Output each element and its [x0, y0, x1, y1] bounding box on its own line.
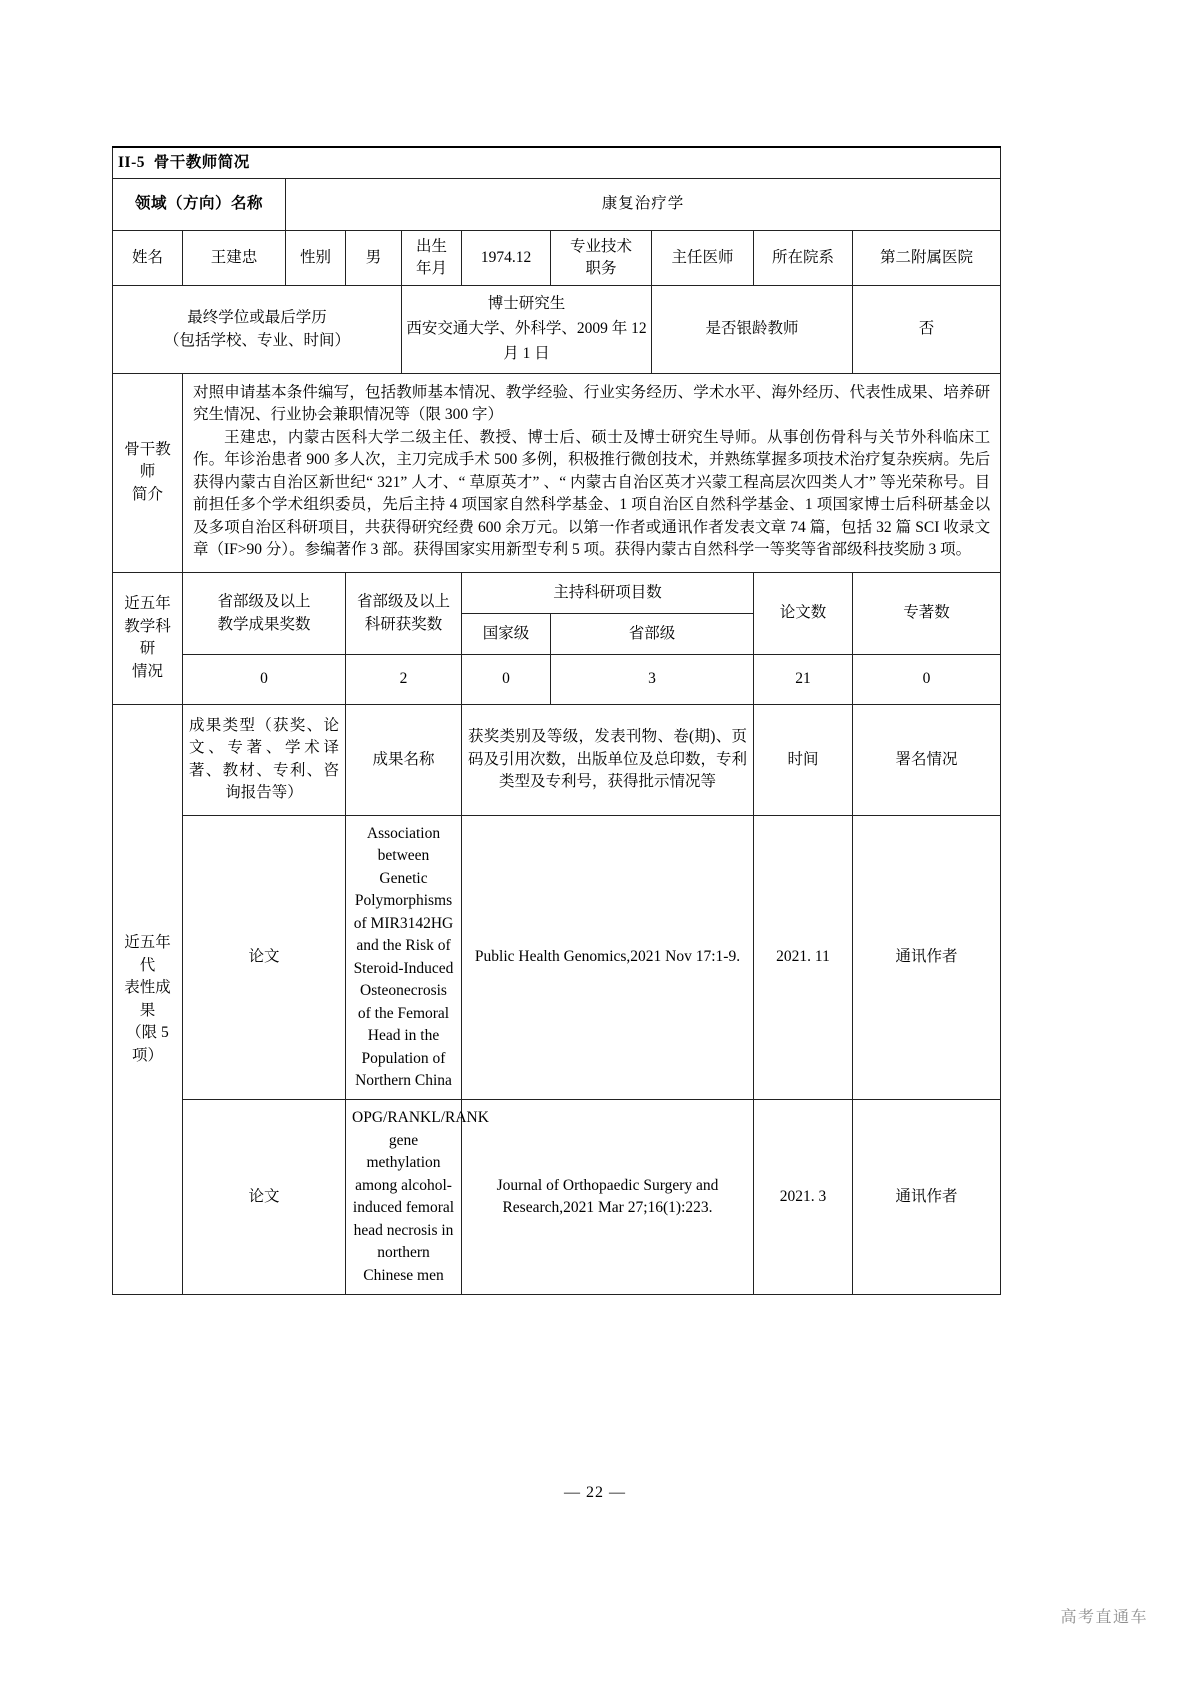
stats-label-line1: 近五年 — [124, 595, 171, 613]
section-title-row — [113, 147, 1001, 179]
degree-value-line3: 月 1 日 — [503, 345, 550, 362]
stats-values-row — [113, 655, 1001, 704]
stats-projects-provincial-header: 省部级 — [551, 614, 754, 655]
basic-info-row — [113, 230, 1001, 285]
field-direction-row — [113, 179, 1001, 230]
birth-label — [402, 230, 462, 285]
achievements-label-line2: 表性成果 — [124, 979, 171, 1019]
stats-label — [113, 572, 183, 704]
biography-body — [183, 373, 1001, 572]
achievements-label — [113, 704, 183, 1294]
achievements-label-line3: （限 5 项） — [126, 1024, 169, 1064]
biography-label-line1: 骨干教师 — [124, 440, 171, 481]
achievement-signature: 通讯作者 — [853, 815, 1001, 1100]
field-direction-label: 领域（方向）名称 — [113, 179, 286, 230]
stats-papers-value: 21 — [754, 655, 853, 704]
degree-row — [113, 286, 1001, 373]
degree-label-line2: （包括学校、专业、时间） — [163, 331, 350, 349]
achievement-type: 论文 — [183, 815, 346, 1100]
silver-teacher-label: 是否银龄教师 — [652, 286, 853, 373]
gender-value: 男 — [346, 230, 402, 285]
biography-label-line2: 简介 — [131, 485, 163, 503]
achievements-time-header: 时间 — [754, 704, 853, 815]
achievement-type: 论文 — [183, 1100, 346, 1295]
achievements-type-header: 成果类型（获奖、论文、专著、学术译著、教材、专利、咨询报告等） — [183, 704, 346, 815]
achievements-detail-header: 获奖类别及等级，发表刊物、卷(期)、页码及引用次数，出版单位及总印数，专利类型及专利号，获得批示情况等 — [462, 704, 754, 815]
watermark: 高考直通车 — [1060, 1609, 1148, 1626]
stats-research-award-value: 2 — [346, 655, 462, 704]
biography-instruction: 对照申请基本条件编写，包括教师基本情况、教学经验、行业实务经历、学术水平、海外经历、代表性成果、培养研究生情况、行业协会兼职情况等（限 300 字） — [193, 383, 991, 424]
section-number: II-5 — [118, 154, 145, 171]
stats-projects-group-header: 主持科研项目数 — [462, 572, 754, 613]
stats-header-row — [113, 572, 1001, 613]
achievement-name: Association between Genetic Polymorphisms of MIR3142HG and the Risk of Steroid-Induced Osteonecrosis of the Femoral Head in the Population of Northern China — [346, 815, 462, 1100]
stats-teaching-award-header — [183, 572, 346, 655]
achievements-label-line1: 近五年代 — [124, 934, 171, 974]
achievements-name-header: 成果名称 — [346, 704, 462, 815]
stats-projects-national-header: 国家级 — [462, 614, 551, 655]
degree-label — [113, 286, 402, 373]
gender-label: 性别 — [286, 230, 346, 285]
tech-title-label — [551, 230, 652, 285]
degree-value — [402, 286, 652, 373]
biography-row — [113, 373, 1001, 572]
achievement-detail: Public Health Genomics,2021 Nov 17:1-9. — [462, 815, 754, 1100]
name-label: 姓名 — [113, 230, 183, 285]
achievements-header-row — [113, 704, 1001, 815]
department-label: 所在院系 — [754, 230, 853, 285]
birth-value: 1974.12 — [462, 230, 551, 285]
stats-teaching-award-header-line1: 省部级及以上 — [217, 593, 311, 611]
silver-teacher-value: 否 — [853, 286, 1001, 373]
stats-label-line3: 情况 — [131, 662, 163, 680]
degree-value-line2: 西安交通大学、外科学、2009 年 12 — [406, 320, 647, 338]
tech-title-value: 主任医师 — [652, 230, 754, 285]
stats-projects-provincial-value: 3 — [551, 655, 754, 704]
name-value: 王建忠 — [183, 230, 286, 285]
tech-title-label-line1: 专业技术 — [569, 237, 632, 255]
section-title: 骨干教师简况 — [153, 154, 250, 171]
birth-label-line2: 年月 — [415, 260, 447, 278]
stats-research-award-header-line2: 科研获奖数 — [364, 615, 443, 633]
biography-label — [113, 373, 183, 572]
degree-label-line1: 最终学位或最后学历 — [187, 309, 327, 327]
department-value: 第二附属医院 — [853, 230, 1001, 285]
tech-title-label-line2: 职务 — [585, 260, 617, 278]
achievement-signature: 通讯作者 — [853, 1100, 1001, 1295]
stats-teaching-award-value: 0 — [183, 655, 346, 704]
stats-research-award-header — [346, 572, 462, 655]
birth-label-line1: 出生 — [415, 237, 447, 255]
stats-papers-header: 论文数 — [754, 572, 853, 655]
achievement-detail: Journal of Orthopaedic Surgery and Research,2021 Mar 27;16(1):223. — [462, 1100, 754, 1295]
stats-teaching-award-header-line2: 教学成果奖数 — [217, 615, 311, 633]
achievement-row — [113, 1100, 1001, 1295]
achievement-time: 2021. 11 — [754, 815, 853, 1100]
field-direction-value: 康复治疗学 — [286, 179, 1001, 230]
stats-research-award-header-line1: 省部级及以上 — [356, 593, 450, 611]
stats-monographs-value: 0 — [853, 655, 1001, 704]
teacher-profile-table — [112, 146, 1001, 1295]
achievement-time: 2021. 3 — [754, 1100, 853, 1295]
stats-projects-national-value: 0 — [462, 655, 551, 704]
achievement-row — [113, 815, 1001, 1100]
degree-value-line1: 博士研究生 — [487, 295, 566, 313]
achievements-signature-header: 署名情况 — [853, 704, 1001, 815]
page-number: — 22 — — [564, 1484, 626, 1501]
section-title-cell — [113, 147, 1001, 179]
stats-monographs-header: 专著数 — [853, 572, 1001, 655]
biography-text: 王建忠，内蒙古医科大学二级主任、教授、博士后、硕士及博士研究生导师。从事创伤骨科与关节外科临床工作。年诊治患者 900 多人次，主刀完成手术 500 多例，积极推行微创技术，并熟练掌握多项技术治疗复杂疾病。先后获得内蒙古自治区新世纪“ 321” 人才、“ 草原英才” 、“ 内蒙古自治区英才兴蒙工程高层次四类人才” 等光荣称号。目前担任多个学术组织委员，先后主持 4 项国家自然科学基金、1 项自治区自然科学基金、1 项国家博士后科研基金以及多项自治区科研项目，共获得研究经费 600 余万元。以第一作者或通讯作者发表文章 74 篇，包括 32 篇 SCI 收录文章（IF>90 分）。参编著作 3 部。获得国家实用新型专利 5 项。获得内蒙古自然科学一等奖等省部级科技奖励 3 项。 — [193, 428, 991, 559]
achievement-name: OPG/RANKL/RANK gene methylation among alcohol-induced femoral head necrosis in northern Chinese men — [346, 1100, 462, 1295]
stats-label-line2: 教学科研 — [124, 617, 171, 658]
